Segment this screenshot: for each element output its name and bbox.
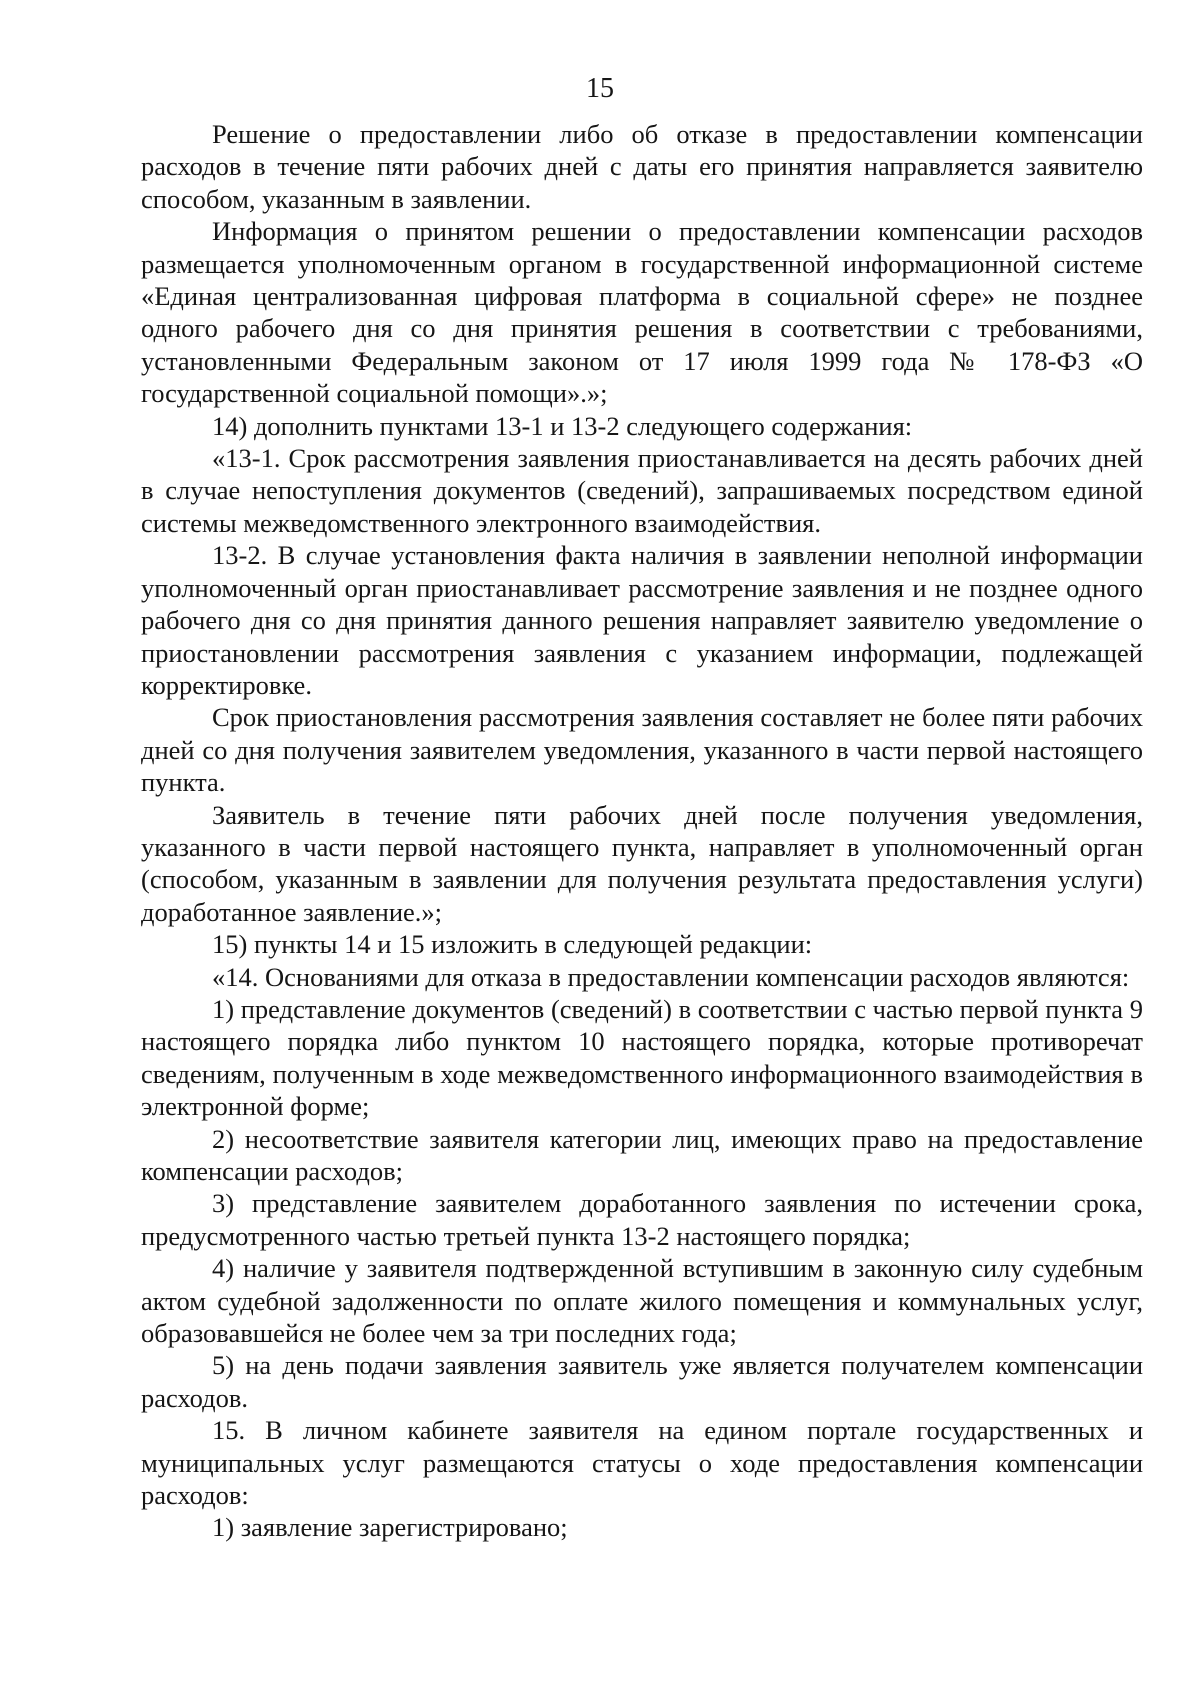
paragraph: 15) пункты 14 и 15 изложить в следующей редакции: xyxy=(212,929,813,960)
paragraph: «14. Основаниями для отказа в предоставлении компенсации расходов являются: xyxy=(212,961,1130,992)
paragraph: Заявитель в течение пяти рабочих дней после получения уведомления, указанного в части первой настоящего пункта, направляет в уполномоченный орган (способом, указанным в заявлении для получения результата предоставления услуги) доработанное заявление.»; xyxy=(141,799,1143,927)
list-item: 1) заявление зарегистрировано; xyxy=(212,1512,568,1543)
paragraph: «13-1. Срок рассмотрения заявления приостанавливается на десять рабочих дней в случае непоступления документов (сведений), запрашиваемых посредством единой системы межведомственного электронного взаимодействия. xyxy=(141,443,1143,538)
list-item: 2) несоответствие заявителя категории лиц, имеющих право на предоставление компенсации расходов; xyxy=(141,1123,1143,1186)
paragraph: 14) дополнить пунктами 13-1 и 13-2 следующего содержания: xyxy=(212,410,913,441)
paragraph: 13-2. В случае установления факта наличия в заявлении неполной информации уполномоченный орган приостанавливает рассмотрение заявления и не позднее одного рабочего дня со дня принятия данного решения направляет заявителю уведомление о приостановлении рассмотрения заявления с указанием информации, подлежащей корректировке. xyxy=(141,540,1143,700)
paragraph: 15. В личном кабинете заявителя на едином портале государственных и муниципальных услуг размещаются статусы о ходе предоставления компенсации расходов: xyxy=(141,1415,1143,1511)
document-body xyxy=(141,118,1143,1544)
paragraph: Информация о принятом решении о предоставлении компенсации расходов размещается уполномоченным органом в государственной информационной системе «Единая централизованная цифровая платформа в социальной сфере» не позднее одного рабочего дня со дня принятия решения в соответствии с требованиями, установленными Федеральным законом от 17 июля 1999 года № 178-ФЗ «О государственной социальной помощи».»; xyxy=(141,216,1143,409)
list-item: 4) наличие у заявителя подтвержденной вступившим в законную силу судебным актом судебной задолженности по оплате жилого помещения и коммунальных услуг, образовавшейся не более чем за три последних года; xyxy=(141,1253,1143,1349)
page-number: 15 xyxy=(586,73,614,104)
list-item: 3) представление заявителем доработанного заявления по истечении срока, предусмотренного частью третьей пункта 13-2 настоящего порядка; xyxy=(141,1188,1143,1251)
list-item: 1) представление документов (сведений) в соответствии с частью первой пункта 9 настоящего порядка либо пунктом 10 настоящего порядка, которые противоречат сведениям, полученным в ходе межведомственного информационного взаимодействия в электронной форме; xyxy=(141,993,1143,1122)
list-item: 5) на день подачи заявления заявитель уже является получателем компенсации расходов. xyxy=(141,1350,1143,1413)
paragraph: Решение о предоставлении либо об отказе в предоставлении компенсации расходов в течение пяти рабочих дней с даты его принятия направляется заявителю способом, указанным в заявлении. xyxy=(141,119,1143,214)
paragraph: Срок приостановления рассмотрения заявления составляет не более пяти рабочих дней со дня получения заявителем уведомления, указанного в части первой настоящего пункта. xyxy=(141,702,1143,798)
